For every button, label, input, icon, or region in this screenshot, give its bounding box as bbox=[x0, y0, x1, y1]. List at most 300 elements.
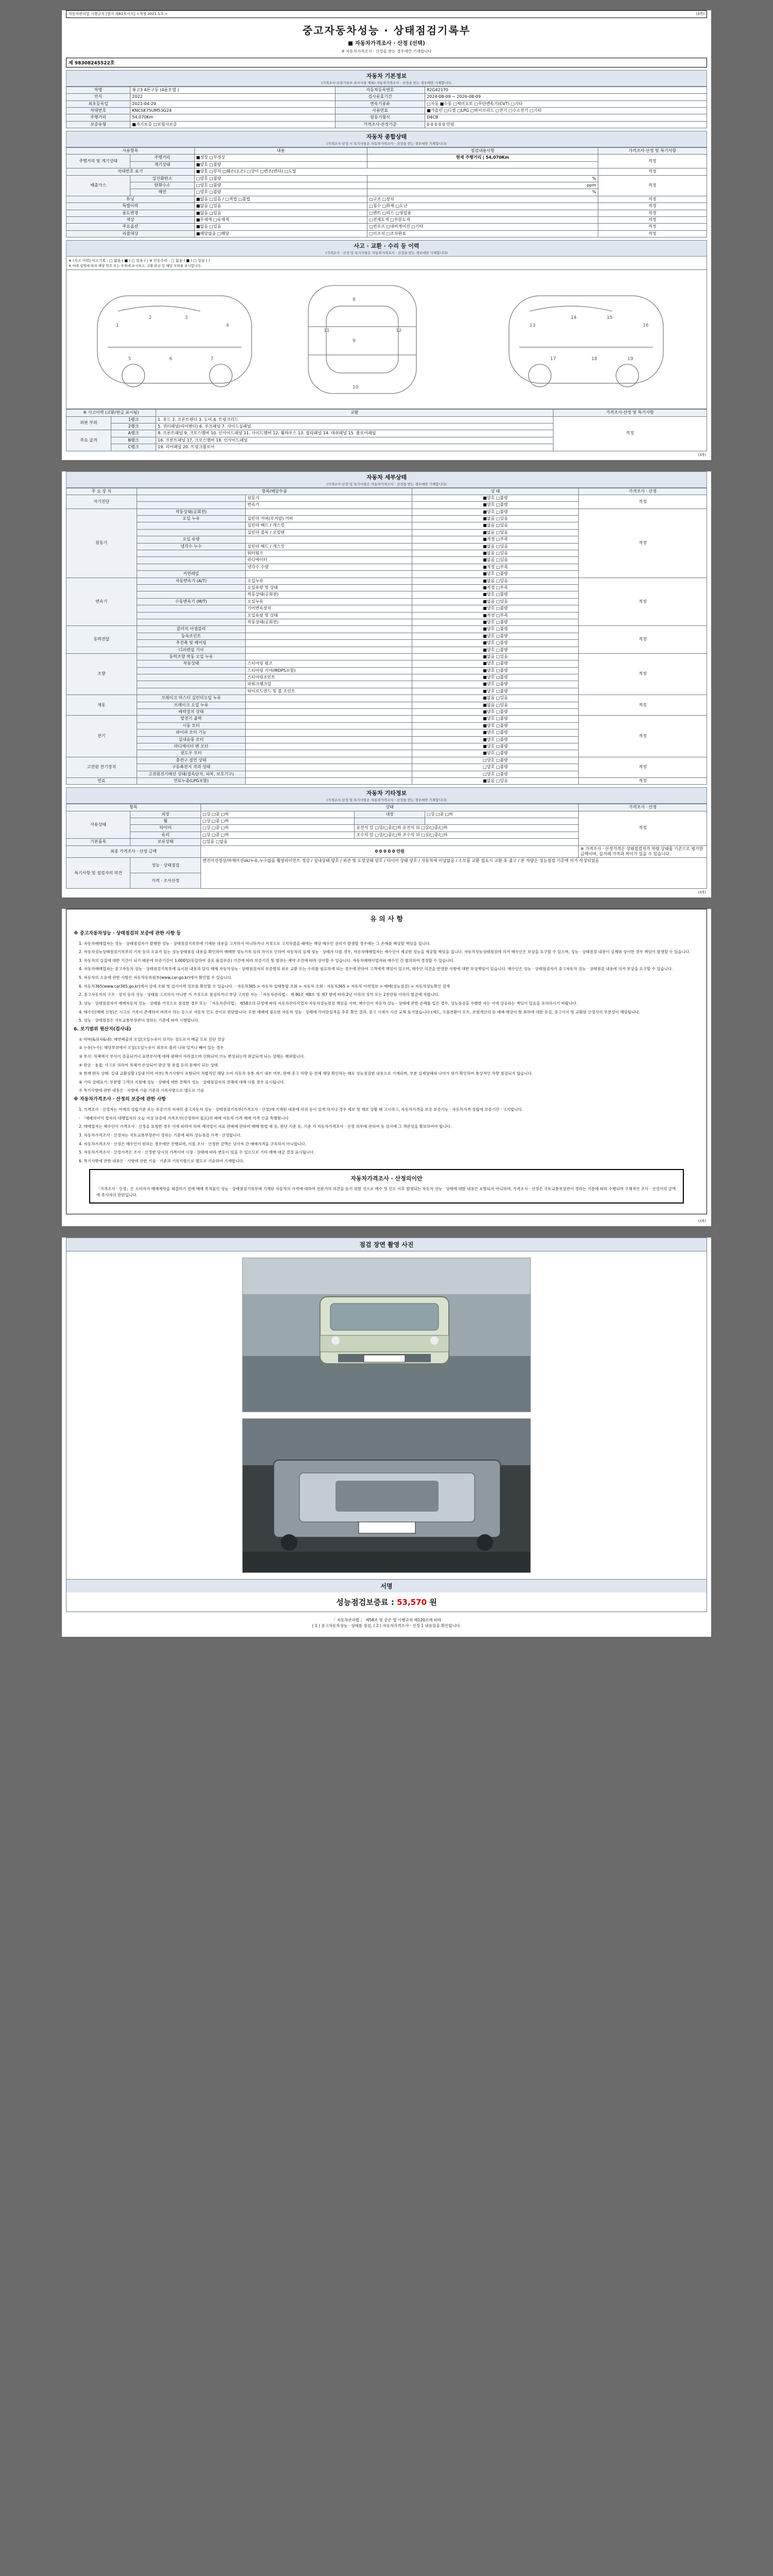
table-row bbox=[66, 777, 707, 784]
detail-item-1-3: 실린더 블록 / 오일팬 bbox=[246, 529, 412, 536]
detail-item-6-1 bbox=[246, 722, 412, 729]
detail-part-1-1: 오일 누유 bbox=[137, 516, 245, 522]
table-row bbox=[66, 858, 707, 873]
accident-rank-4: C랭크 bbox=[111, 444, 156, 451]
detail-part-4-1: 작동상태 bbox=[137, 660, 245, 667]
legal-strip-text: 자동차관리법 시행규칙 [별지 제82호서식] <개정 2021.1.5.> bbox=[69, 12, 168, 16]
detail-item-1-6: 워터펌프 bbox=[246, 550, 412, 557]
detail-item-4-2: 스티어링 기어(MDPS포함) bbox=[246, 667, 412, 674]
overall-item-11: 리콜대상 bbox=[66, 230, 195, 237]
overall-sub-0: 주행거리 bbox=[130, 155, 194, 161]
table-row bbox=[66, 811, 707, 818]
overall-detail-0: ■정상 □부정상 bbox=[194, 155, 367, 161]
detail-part-1-3 bbox=[137, 529, 245, 536]
detail-status-body bbox=[66, 495, 707, 784]
detail-state-5-1: ■없음 □있음 bbox=[412, 702, 579, 708]
table-row bbox=[66, 217, 707, 224]
notice-item-2-1: ② 누유(누수): 해당부위에서 오일(오일누유이 외부로 흘러 나와 있거나 빼어 있는 경우 bbox=[79, 1045, 224, 1050]
etc-item-3: 유리 bbox=[130, 832, 201, 838]
section-etc-title: 자동차 기타정보 bbox=[366, 790, 407, 797]
etc-tire-row-2: 조수석 앞 □상/□중/□하 조수석 뒤 □상/□중/□하 bbox=[355, 832, 579, 838]
overall-col-0: 사용항목 bbox=[66, 148, 195, 155]
overall-detail-6: ■없음 □있음 / □적법 □불법 bbox=[194, 196, 367, 202]
table-header-row bbox=[66, 804, 707, 811]
detail-item-0-1: 변속기 bbox=[246, 502, 412, 509]
basic-label-4: 주행거리 bbox=[66, 114, 130, 121]
basic-label2-4: 원동기형식 bbox=[335, 114, 425, 121]
accident-line-2: ※ 아래 설명에 따라 해당 번호 또는 부위에 표시하고, 교환·판금 등 해당 부위를 표시합니다. bbox=[69, 264, 202, 268]
detail-note-7: 적정 bbox=[579, 757, 707, 777]
table-row bbox=[66, 87, 707, 93]
accident-items-4: 19. 리어패널 20. 트렁크플로어 bbox=[156, 444, 553, 451]
table-row bbox=[66, 121, 707, 128]
table-row bbox=[66, 107, 707, 114]
detail-state-6-3: ■양호 □불량 bbox=[412, 736, 579, 743]
notice-item-2-6: ⑦ 특기사항에 관한 내용은 · 사항에 기술 기준과 기록사항으로 별도로 기술 bbox=[79, 1088, 205, 1093]
notice-item-1-3: 5. 성능 · 상태점검은 국토교통부장관이 정하는 기준에 따라 시행합니다. bbox=[79, 1018, 199, 1023]
detail-state-3-2: ■양호 □불량 bbox=[412, 640, 579, 647]
notice-section-title-2: 6. 보기범위 원산지(검사내) bbox=[74, 1026, 131, 1032]
detail-item-2-4: 기어변속장치 bbox=[246, 605, 412, 612]
photo-engine-illustration bbox=[243, 1419, 531, 1573]
detail-part-2-3: 수동변속기 (M/T) bbox=[137, 598, 245, 605]
etc-group-4: 기본품목 bbox=[66, 839, 130, 845]
svg-text:5: 5 bbox=[128, 357, 131, 362]
detail-part-6-1: 시동 모터 bbox=[137, 722, 245, 729]
accident-line-1: ※ (사고 이력) 사고기록 : □ 없음 ( ■ ) □ 있음 ( ) ※ 단순수리 : □ 없음 ( ■ ) □ 있음 ( ) bbox=[69, 259, 210, 263]
page-3-number: (3쪽) bbox=[698, 1218, 706, 1223]
detail-state-8-0: ■없음 □있음 bbox=[412, 777, 579, 784]
page-gap bbox=[0, 0, 773, 7]
detail-state-1-2: ■없음 □있음 bbox=[412, 522, 579, 529]
detail-item-6-3 bbox=[246, 736, 412, 743]
detail-item-7-0 bbox=[246, 757, 412, 764]
detail-part-4-0: 동력조향 작동 오일 누유 bbox=[137, 653, 245, 660]
notice-item-0-2: 3. 자동차의 실질에 대한 기간이 되기 때문에 보증기간이 1,000일(동일하여 중요 품질보증) 기간에 따라 보증기간 및 범위는 계약 조건에 따라 상이할 수 있습니다. 자동차매매사업자와 매수인 간 협의하여 결정할 수 있습니다. bbox=[79, 958, 455, 963]
etc-state-2: □상 □중 □하 bbox=[201, 825, 355, 832]
table-row bbox=[66, 196, 707, 202]
detail-item-1-0 bbox=[246, 509, 412, 515]
detail-item-6-5 bbox=[246, 750, 412, 757]
detail-item-2-2: 작동상태(공회전) bbox=[246, 591, 412, 598]
detail-item-2-5: 오일유량 및 상태 bbox=[246, 612, 412, 619]
svg-text:14: 14 bbox=[570, 315, 577, 321]
page-subtitle-1: ■ 자동차가격조사 · 산정 (선택) bbox=[348, 40, 425, 46]
etc-col-1: 상태 bbox=[201, 804, 579, 811]
detail-part-2-6 bbox=[137, 619, 245, 625]
overall-right-0: 적정 bbox=[598, 155, 707, 168]
sign-bar: 서명 bbox=[66, 1579, 707, 1592]
detail-part-2-2 bbox=[137, 591, 245, 598]
detail-state-6-1: ■양호 □불량 bbox=[412, 722, 579, 729]
detail-item-4-1: 스티어링 펌프 bbox=[246, 660, 412, 667]
detail-item-3-3 bbox=[246, 647, 412, 653]
overall-detail-9: ■무채색 □유채색 bbox=[194, 217, 367, 224]
notice-item-3-4: 4. 자동차가격조사 · 산정은 매수인이 원하는 경우에만 진행되며, 이를 조사 · 산정한 금액은 당사자 간 매매가격을 구속하지 아니합니다. bbox=[79, 1141, 307, 1146]
overall-sub-5: 매연 bbox=[130, 189, 194, 196]
detail-part-3-3: 디퍼렌셜 기어 bbox=[137, 647, 245, 653]
legal-strip-page: (3쪽) bbox=[696, 12, 704, 16]
section-etc-note: (가격조사·산정 및 특기사항은 자동차가격조사 · 산정을 받는 경우에만 기재합니다) bbox=[326, 798, 447, 803]
overall-detail-3: □양호 □불량 bbox=[194, 175, 367, 182]
detail-state-2-0: ■없음 □있음 bbox=[412, 578, 579, 584]
overall-sub-4: 탄화수소 bbox=[130, 182, 194, 189]
etc-tire-row: 운전석 앞 □상/□중/□하 운전석 뒤 □상/□중/□하 bbox=[355, 825, 579, 832]
detail-state-6-4: ■양호 □불량 bbox=[412, 743, 579, 750]
etc-item2-0: 내장 bbox=[355, 811, 425, 818]
overall-right-7: 적정 bbox=[598, 203, 707, 210]
detail-item-1-5: 실린더 헤드 / 개스킷 bbox=[246, 543, 412, 550]
overall-right-11: 적정 bbox=[598, 230, 707, 237]
footer-legal-line-1: 「 자동차관리법 」 제58조 및 같은 법 시행규칙 제120조에 따라 bbox=[331, 1617, 442, 1622]
detail-state-1-9: ■양호 □불량 bbox=[412, 571, 579, 578]
etc-disclaimer-sub1: 성능 · 상태점검 bbox=[130, 858, 201, 873]
detail-col-0: 주 요 장 치 bbox=[66, 488, 137, 495]
detail-item-3-2 bbox=[246, 640, 412, 647]
photo-section bbox=[66, 1238, 707, 1612]
detail-col-3: 가격조사 · 산정 bbox=[579, 488, 707, 495]
svg-text:15: 15 bbox=[607, 315, 613, 321]
accident-diagram bbox=[66, 270, 707, 409]
detail-state-5-0: ■없음 □있음 bbox=[412, 695, 579, 702]
basic-value2-3: ■가솔린 □디젤 □LPG □하이브리드 □전기 □수소전기 □기타 bbox=[425, 107, 707, 114]
detail-state-4-2: ■양호 □불량 bbox=[412, 667, 579, 674]
detail-note-5: 적정 bbox=[579, 695, 707, 716]
table-row bbox=[66, 168, 707, 175]
detail-item-2-6: 작동상태(공회전) bbox=[246, 619, 412, 625]
notice-section-title-3: ※ 자동차가격조사 · 산정의 보증에 관한 사항 bbox=[74, 1097, 166, 1103]
detail-part-4-2 bbox=[137, 667, 245, 674]
svg-text:2: 2 bbox=[148, 315, 152, 321]
table-row bbox=[66, 716, 707, 722]
overall-note-3: % bbox=[367, 175, 598, 182]
accident-parts-col-1: 교환 bbox=[156, 410, 553, 416]
detail-state-5-2: ■양호 □불량 bbox=[412, 709, 579, 716]
notice-item-0-4: 5. 자동차의 소유에 관한 사항은 자동차등록원부(www.car-go.kr)에서 확인할 수 있습니다. bbox=[79, 975, 232, 980]
detail-col-1: 항목/해당부품 bbox=[137, 488, 412, 495]
overall-item-9: 색상 bbox=[66, 217, 195, 224]
page-title: 중고자동차성능 · 상태점검기록부 bbox=[302, 24, 470, 37]
accident-parts-col-3: 가격조사·산정 및 특기사항 bbox=[553, 410, 707, 416]
basic-value2-5: 0 0 0 0 0 만원 bbox=[425, 121, 707, 128]
inspection-fee-unit: 원 bbox=[429, 1597, 437, 1607]
accident-rank-2: A랭크 bbox=[111, 430, 156, 437]
detail-item-1-7: 라디에이터 bbox=[246, 557, 412, 564]
overall-detail-4: □양호 □불량 bbox=[194, 182, 367, 189]
section-detail-note: (가격조사·산정 및 특기사항은 자동차가격조사 · 산정을 받는 경우에만 기재합니다) bbox=[326, 482, 447, 486]
detail-item-1-9 bbox=[246, 571, 412, 578]
detail-item-5-1 bbox=[246, 702, 412, 708]
detail-group-1: 원동기 bbox=[66, 509, 137, 578]
notice-item-3-2: 2. 매매업자는 매수인이 가격조사 · 산정을 요청한 경우 이에 따라야 하며 계약정이 자료 판매에 관하여 매매 방법 제 등, 판단 기준 등, 기준 가 자동차가격조사 · 산정 의무에 관하여 등 검사에 그 객관성을 확보하여야 합니다. bbox=[79, 1124, 452, 1129]
notice-item-0-3: 4. 자동차매매업자는 중고자동차 성능 · 상태점검기록부에 표시된 내용과 달리 매매 자동차성능 · 상태점검자의 보증범위 외로 교환 또는 수리를 필요하게 되는 경우에 관하여 고객에게 책임이 있으며, 매수인 의견을 반영한 사항에 대한 보상책임이 있습니다. 매수인은 성능 · 상태점검자가 중고자동차 성능 · 상태점검 내용에 의거 보상을 요구할 수 있습니다. bbox=[79, 967, 673, 972]
detail-item-4-0 bbox=[246, 653, 412, 660]
notice-item-0-5: 6. 자동차365(www.car365.go.kr)에서 상세 조회 및 검사이력 정보를 확인할 수 있습니다. · 자동차365 > 자동차 실태통합 조회 > 자동차 조회 · 자동차365 > 자동차 이력정보 > 매매(성능점검) > 자동차성능확인 검색 bbox=[79, 984, 450, 989]
detail-item-2-3: 오일누유 bbox=[246, 598, 412, 605]
svg-text:16: 16 bbox=[643, 323, 649, 329]
overall-detail-7: ■없음 □있음 bbox=[194, 203, 367, 210]
accident-items-1: 5. 쿼터패널(리어팬더) 6. 루프패널 7. 사이드실패널 bbox=[156, 423, 553, 430]
detail-group-8: 연료 bbox=[66, 777, 137, 784]
svg-text:8: 8 bbox=[352, 297, 356, 303]
detail-part-1-6 bbox=[137, 550, 245, 557]
overall-sub-1: 계기상태 bbox=[130, 161, 194, 168]
overall-item-3: 배출가스 bbox=[66, 175, 130, 196]
basic-label2-5: 가격조사·산정기준 bbox=[335, 121, 425, 128]
detail-part-4-4 bbox=[137, 681, 245, 688]
detail-item-2-1: 오일유량 및 상태 bbox=[246, 584, 412, 591]
guarantee-body: 「가격조사 · 산정」은 소비자가 매매계약을 체결하기 전에 매매 목적물인 성능 · 상태점검기록부에 기재된 자동차의 가격에 대하여 전문가의 의견을 듣기 위한 것으로 매수 및 인도 이후 발생되는 자동차 성능 · 상태에 대한 내용은 포함되지 아니하며, 가격조사 · 산정은 국토교통부장관이 정하는 기준에 따라 수행되며 구체적인 조사 · 산정사의 금액에 종사자의 판단입니다. bbox=[96, 1187, 676, 1198]
overall-item-0: 주행거리 및 계기상태 bbox=[66, 155, 130, 168]
section-accident-note: (가격조사 · 산정 및 특기사항은 자동차가격조사 · 산정을 받는 경우에만 기재합니다) bbox=[325, 251, 448, 256]
etc-state-3: □상 □중 □하 bbox=[201, 832, 355, 838]
detail-group-7: 고전원 전기장치 bbox=[66, 757, 137, 777]
detail-part-6-0: 발전기 출력 bbox=[137, 716, 245, 722]
overall-note-7: □침수 □화재 □도난 bbox=[367, 203, 598, 210]
detail-state-1-8: ■적정 □부족 bbox=[412, 564, 579, 570]
detail-state-7-0: □양호 □불량 bbox=[412, 757, 579, 764]
etc-table bbox=[66, 804, 707, 889]
page-gap bbox=[0, 1226, 773, 1233]
etc-state2-1 bbox=[425, 818, 579, 825]
detail-state-1-3: ■없음 □있음 bbox=[412, 529, 579, 536]
detail-part-5-1: 브레이크 오일 누유 bbox=[137, 702, 245, 708]
basic-info-table bbox=[66, 87, 707, 128]
overall-note-0: 현재 주행거리 | 54,070Km bbox=[367, 155, 598, 161]
detail-state-3-0: ■양호 □불량 bbox=[412, 626, 579, 633]
overall-detail-2: ■양호 □부식 □훼손(오손) □상이 □변조(변타) □도말 bbox=[194, 168, 598, 175]
etc-item2-1 bbox=[355, 818, 425, 825]
detail-note-1: 적정 bbox=[579, 509, 707, 578]
detail-part-2-4 bbox=[137, 605, 245, 612]
detail-part-1-8 bbox=[137, 564, 245, 570]
table-row bbox=[66, 155, 707, 161]
notice-body bbox=[74, 930, 699, 1164]
detail-part-7-1: 구동축전지 격리 상태 bbox=[137, 764, 245, 771]
table-row bbox=[66, 653, 707, 660]
detail-status-table bbox=[66, 488, 707, 785]
basic-label-0: 차명 bbox=[66, 87, 130, 93]
detail-note-6: 적정 bbox=[579, 716, 707, 757]
detail-item-1-1: 실린더 커버(로커암) 커버 bbox=[246, 516, 412, 522]
detail-part-6-5: 윈도우 모터 bbox=[137, 750, 245, 757]
svg-text:4: 4 bbox=[226, 323, 229, 329]
overall-col-3: 가격조사·산정 및 특기사항 bbox=[598, 148, 707, 155]
basic-label-2: 최초등록일 bbox=[66, 100, 130, 107]
detail-state-2-2: ■양호 □불량 bbox=[412, 591, 579, 598]
overall-note-10: □썬루프 □내비게이션 □기타 bbox=[367, 224, 598, 230]
table-row bbox=[66, 100, 707, 107]
etc-item-2: 타이어 bbox=[130, 825, 201, 832]
overall-note-5: % bbox=[367, 189, 598, 196]
detail-group-4: 조향 bbox=[66, 653, 137, 694]
section-basic-note: (가격조사·산정기록부 표시사항 제외) 자동차가격조사 · 산정을 받는 경우에만 기재합니다. bbox=[321, 80, 452, 85]
table-row bbox=[66, 695, 707, 702]
accident-group-2: 주요 골격 bbox=[66, 430, 111, 451]
overall-right-3: 적정 bbox=[598, 175, 707, 196]
basic-value2-0: 82G42170 bbox=[425, 87, 707, 93]
detail-note-3: 적정 bbox=[579, 626, 707, 654]
detail-item-1-8: 냉각수 수량 bbox=[246, 564, 412, 570]
detail-item-2-0: 오일누유 bbox=[246, 578, 412, 584]
basic-label2-3: 사용연료 bbox=[335, 107, 425, 114]
detail-state-4-1: ■양호 □불량 bbox=[412, 660, 579, 667]
basic-value-1: 2022 bbox=[130, 94, 335, 100]
notice-item-3-6: 6. 특기사항에 관한 내용은 · 사항에 관한 기술 · 기준과 기록사항으로 별도로 기술하여 기재합니다. bbox=[79, 1158, 244, 1163]
detail-part-4-3 bbox=[137, 674, 245, 681]
detail-part-1-9: 커먼레일 bbox=[137, 571, 245, 578]
photo-section-header: 점검 장면 촬영 사진 bbox=[66, 1238, 707, 1251]
section-etc bbox=[66, 787, 707, 804]
detail-part-0-1 bbox=[137, 502, 245, 509]
detail-state-0-0: ■양호 □불량 bbox=[412, 495, 579, 501]
detail-part-3-0: 클러치 어셈블리 bbox=[137, 626, 245, 633]
overall-item-10: 주요옵션 bbox=[66, 224, 195, 230]
notice-item-3-3: 3. 자동차가격조사 · 산정자는 국토교통부장관이 정하는 기준에 따라 성능점검 가격 · 산정합니다. bbox=[79, 1132, 242, 1138]
detail-note-8: 적정 bbox=[579, 777, 707, 784]
title-block bbox=[62, 19, 711, 55]
basic-label2-1: 검사유효기간 bbox=[335, 94, 425, 100]
detail-note-4: 적정 bbox=[579, 653, 707, 694]
overall-detail-10: ■없음 □있음 bbox=[194, 224, 367, 230]
section-accident bbox=[66, 240, 707, 257]
etc-state-4: □있음 □없음 bbox=[201, 839, 579, 845]
detail-part-0-0 bbox=[137, 495, 245, 501]
etc-group-0: 사용상태 bbox=[66, 811, 130, 839]
notice-item-0-0: 1. 자동차매매업자는 성능 · 상태점검자가 발행한 성능 · 상태점검기록부에 기재된 내용을 고지하지 아니하거나 거짓으로 고지하였을 때에는 해당 매수인 권리가 발생할 경우에는 그 손해를 배상할 책임을 집니다. bbox=[79, 941, 431, 946]
detail-part-7-0: 충전구 절연 상태 bbox=[137, 757, 245, 764]
table-row bbox=[66, 94, 707, 100]
overall-right-9: 적정 bbox=[598, 217, 707, 224]
section-detail-title: 자동차 세부상태 bbox=[366, 473, 407, 481]
detail-item-5-2 bbox=[246, 709, 412, 716]
etc-disclaimer-label: 특기사항 및 점검자의 의견 bbox=[66, 858, 130, 889]
detail-part-1-4: 오일 유량 bbox=[137, 536, 245, 543]
detail-state-1-6: ■없음 □있음 bbox=[412, 550, 579, 557]
notice-item-3-5: 5. 자동차가격조사 · 산정가격은 조사 · 산정한 당시의 가격이며 시장 · 상태에 따라 변동이 있을 수 있으므로 기타 매매 대금 결정 표시됩니다. bbox=[79, 1150, 315, 1155]
detail-group-0: 자기진단 bbox=[66, 495, 137, 509]
detail-item-7-2 bbox=[246, 771, 412, 777]
svg-text:13: 13 bbox=[529, 323, 535, 329]
detail-note-2: 적정 bbox=[579, 578, 707, 626]
overall-right-10: 적정 bbox=[598, 224, 707, 230]
overall-item-6: 튜닝 bbox=[66, 196, 195, 202]
notice-block bbox=[66, 909, 707, 1214]
accident-rank-1: 2랭크 bbox=[111, 423, 156, 430]
page-gap bbox=[0, 1637, 773, 1644]
notice-section-title-0: ※ 중고자동차성능 · 상태점검의 보증에 관한 사항 등 bbox=[74, 930, 181, 936]
detail-part-7-2: 고전원전기배선 상태(접속단자, 피복, 보호기구) bbox=[137, 771, 245, 777]
document-page-2 bbox=[62, 471, 711, 898]
overall-right-6: 적정 bbox=[598, 196, 707, 202]
inspection-fee-label: 성능점검보증료 : bbox=[336, 1597, 394, 1607]
table-header-row bbox=[66, 488, 707, 495]
notice-item-2-0: ① 마바(&과자&내): 매연배출의 오일(오일누유이 뒤치는 정도로서 배출 도로 진단 정상 bbox=[79, 1037, 225, 1042]
inspection-photo-front bbox=[242, 1258, 531, 1412]
overall-status-table bbox=[66, 147, 707, 238]
overall-detail-5: □양호 □불량 bbox=[194, 189, 367, 196]
table-row bbox=[66, 495, 707, 501]
etc-state-0: □상 □중 □하 bbox=[201, 811, 355, 818]
accident-rank-0: 1랭크 bbox=[111, 416, 156, 423]
section-basic-info bbox=[66, 70, 707, 87]
car-diagram-svg bbox=[66, 270, 707, 408]
etc-item-4: 보유상태 bbox=[130, 839, 201, 845]
detail-item-7-1 bbox=[246, 764, 412, 771]
detail-part-2-5 bbox=[137, 612, 245, 619]
accident-items-0: 1. 후드 2. 프론트팬더 3. 도어 4. 트렁크리드 bbox=[156, 416, 553, 423]
detail-item-6-2 bbox=[246, 730, 412, 736]
etc-state2-0: □상 □중 □하 bbox=[425, 811, 579, 818]
detail-group-5: 제동 bbox=[66, 695, 137, 716]
table-row bbox=[66, 509, 707, 515]
svg-text:3: 3 bbox=[184, 315, 188, 321]
overall-right-8: 적정 bbox=[598, 210, 707, 216]
basic-label2-2: 변속기종류 bbox=[335, 100, 425, 107]
overall-item-7: 특별이력 bbox=[66, 203, 195, 210]
detail-group-2: 변속기 bbox=[66, 578, 137, 626]
basic-value-0: 봉고3 4톤구동 (4륜모델 ) bbox=[130, 87, 335, 93]
basic-label-1: 연식 bbox=[66, 94, 130, 100]
detail-item-0-0: 원동기 bbox=[246, 495, 412, 501]
overall-note-11: □미조치 □조치완료 bbox=[367, 230, 598, 237]
notice-item-1-0: 2. 중고자동차의 구조 · 장치 등의 성능 · 상태를 고지하지 아니한 가 거짓으로 점검하거나 부당 고지한 자는 「자동차관리법」 제 80조 제8호 및 제7 항에 따라 2년 이하의 징역 또는 2천만원 이하의 벌금에 처합니다. bbox=[79, 992, 440, 997]
etc-disclaimer-sub2: 가격 · 조사산정 bbox=[130, 873, 201, 889]
detail-state-6-5: ■양호 □불량 bbox=[412, 750, 579, 757]
accident-rank-3: B랭크 bbox=[111, 437, 156, 444]
notice-item-1-2: 4. 매수인(매매 신청)은 시고로 기록이 존재하여 버려지 하는 등으로 자동차 인도 전이로 판단합니다. 또한 매매에 필요한 자동차 성능 · 상태에 사이단실적을 추후 확인 결과, 중고 시세가 시간 교체 효기였습니다 (제도, 프롬전환이 모두, 보험개산의 등 매매 배상이 함 회하에 대한 유실, 중고사서 및 교환된 산정사의 부분성이 해당됩니다. bbox=[79, 1009, 640, 1014]
svg-text:1: 1 bbox=[115, 323, 119, 329]
detail-state-6-0: ■양호 □불량 bbox=[412, 716, 579, 722]
detail-state-7-2: □양호 □불량 bbox=[412, 771, 579, 777]
page-gap bbox=[0, 897, 773, 905]
detail-part-6-4: 라디에이터 팬 모터 bbox=[137, 743, 245, 750]
section-overall-title: 자동차 종합상태 bbox=[366, 133, 407, 141]
notice-item-1-1: 3. 성능 · 상태점검자가 매매자동차 성능 · 상태를 거짓으로 점검한 경우 또는 「자동차관리법」 제58조의 규정에 따라 자동차관리사업자 자동차성능점검 책임을 지며, 매수인이 자동차 성능 · 상태에 관한 손해를 입은 경우, 성능점검을 수행한 자는 이에 상응하는 책임이 있음을 유의하시기 바랍니다. bbox=[79, 1001, 578, 1006]
detail-state-2-5: ■적정 □부족 bbox=[412, 612, 579, 619]
notice-item-3-0: 1. 가격조사 · 산정자는 이에의 성립기준 또는 보증기의 자세히 중고자동차 성능 · 상태점검기록부(가격조사 · 산정)에 기재된 내용에 허위 등이 있게 하거나 경우 제보 및 제보 상황 때 고시하고, 자동차가격을 보증 보증기능 · 자동차가격 성립에 보증기간 · 고지합니다. bbox=[79, 1107, 523, 1112]
detail-state-4-0: ■없음 □있음 bbox=[412, 653, 579, 660]
table-row bbox=[66, 230, 707, 237]
detail-part-5-2: 배력장치 상태 bbox=[137, 709, 245, 716]
basic-value-2: 2021-04-29 bbox=[130, 100, 335, 107]
accident-note: 적정 bbox=[553, 416, 707, 451]
detail-item-3-1 bbox=[246, 633, 412, 639]
notice-item-2-4: ⑤ 현재 판독 상태: 실내 교환상황 (실내 이력 여부) 특기사항이 포함되어 차별적인 해당 소비 자동차 유통 계기 내부 여부, 판매 중고 차량 등 전체 해당 확인하는 때로 성능점검한 내용으로 기재되며, 부분 실제상태와 나아가 평가 확인하여 통상적인 차량 점검되지 않습니다. bbox=[79, 1071, 533, 1076]
document-page-4 bbox=[62, 1238, 711, 1637]
accident-items-2: 8. 프론트패널 9. 크로스맴버 10. 인사이드패널 11. 사이드맴버 12. 휠하우스 13. 필라패널 14. 대쉬패널 15. 플로어패널 bbox=[156, 430, 553, 437]
detail-group-6: 전기 bbox=[66, 716, 137, 757]
detail-part-3-2: 추진축 및 베어링 bbox=[137, 640, 245, 647]
section-basic-title: 자동차 기본정보 bbox=[366, 72, 407, 79]
detail-part-6-3: 실내송풍 모터 bbox=[137, 736, 245, 743]
notice-item-2-5: ⑥ 기타 상태표기: 부분별 고객의 지침에 성능 · 상태에 대한 견해가 성능 · 상태점검자의 견해에 대해 다를 경우 표시됩니다. bbox=[79, 1079, 285, 1084]
etc-item-1: 휠 bbox=[130, 818, 201, 825]
detail-state-4-3: ■양호 □불량 bbox=[412, 674, 579, 681]
detail-state-1-7: ■없음 □있음 bbox=[412, 557, 579, 564]
detail-part-4-5 bbox=[137, 688, 245, 694]
basic-value-3: KNCSK75UM53G24 bbox=[130, 107, 335, 114]
etc-price-note: ※ 가격조사 · 산정가격은 상태점검자가 차량 상태를 기준으로 평가한 금액이며, 실거래 가격과 차이가 있을 수 있습니다. bbox=[579, 845, 707, 858]
detail-state-7-1: □양호 □불량 bbox=[412, 764, 579, 771]
overall-detail-8: ■없음 □있음 bbox=[194, 210, 367, 216]
detail-part-2-1 bbox=[137, 584, 245, 591]
detail-state-1-5: ■없음 □있음 bbox=[412, 543, 579, 550]
overall-right-2: 적정 bbox=[598, 168, 707, 175]
overall-detail-1: ■양호 □불량 bbox=[194, 161, 367, 168]
page-2-number: (3쪽) bbox=[698, 890, 706, 895]
svg-text:18: 18 bbox=[591, 357, 597, 362]
